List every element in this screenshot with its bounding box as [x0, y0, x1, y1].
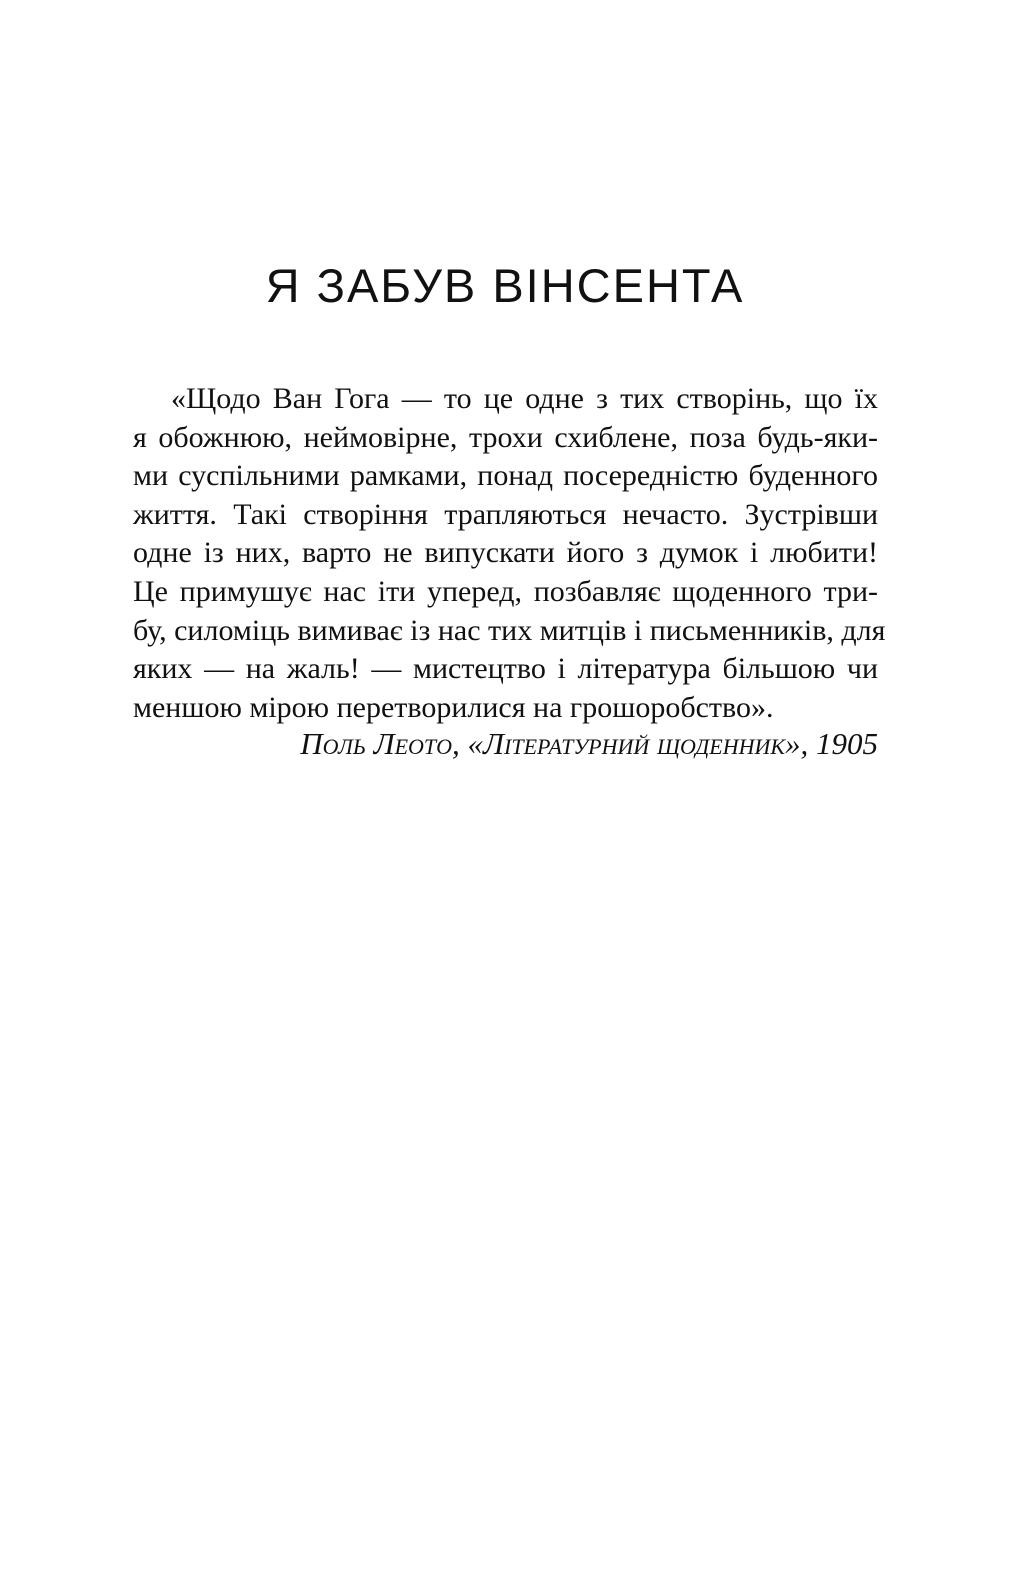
epigraph-line: бу, силоміць вимиває із нас тих митців і письменників, для [133, 613, 886, 647]
attribution-separator: , [452, 726, 468, 761]
epigraph-line: яких — на жаль! — мистецтво і література більшою чи [133, 652, 878, 686]
attribution-year: 1905 [816, 726, 878, 761]
epigraph-line: життя. Такі створіння трапляються нечасто. Зустрівши [133, 497, 878, 531]
epigraph-line: меншою мірою перетворилися на грошоробство». [133, 690, 774, 724]
attribution-year-separator: , [800, 726, 816, 761]
epigraph-quote [133, 380, 886, 727]
epigraph-line: я обожнюю, неймовірне, трохи схиблене, поза будь-яки- [133, 420, 878, 454]
epigraph-line: Це примушує нас іти уперед, позбавляє щоденного три- [133, 574, 878, 608]
epigraph-line: одне із них, варто не випускати його з думок і любити! [133, 536, 878, 570]
attribution-work: «Літературний щоденник» [467, 726, 801, 761]
chapter-title: Я ЗАБУВ ВІНСЕНТА [265, 259, 745, 312]
epigraph-line: «Щодо Ван Гога — то це одне з тих створінь, що їх [171, 382, 878, 415]
epigraph-attribution [133, 725, 878, 763]
epigraph-line: ми суспільними рамками, понад посередністю буденного [133, 459, 878, 493]
attribution-author: Поль Леото [300, 726, 453, 761]
